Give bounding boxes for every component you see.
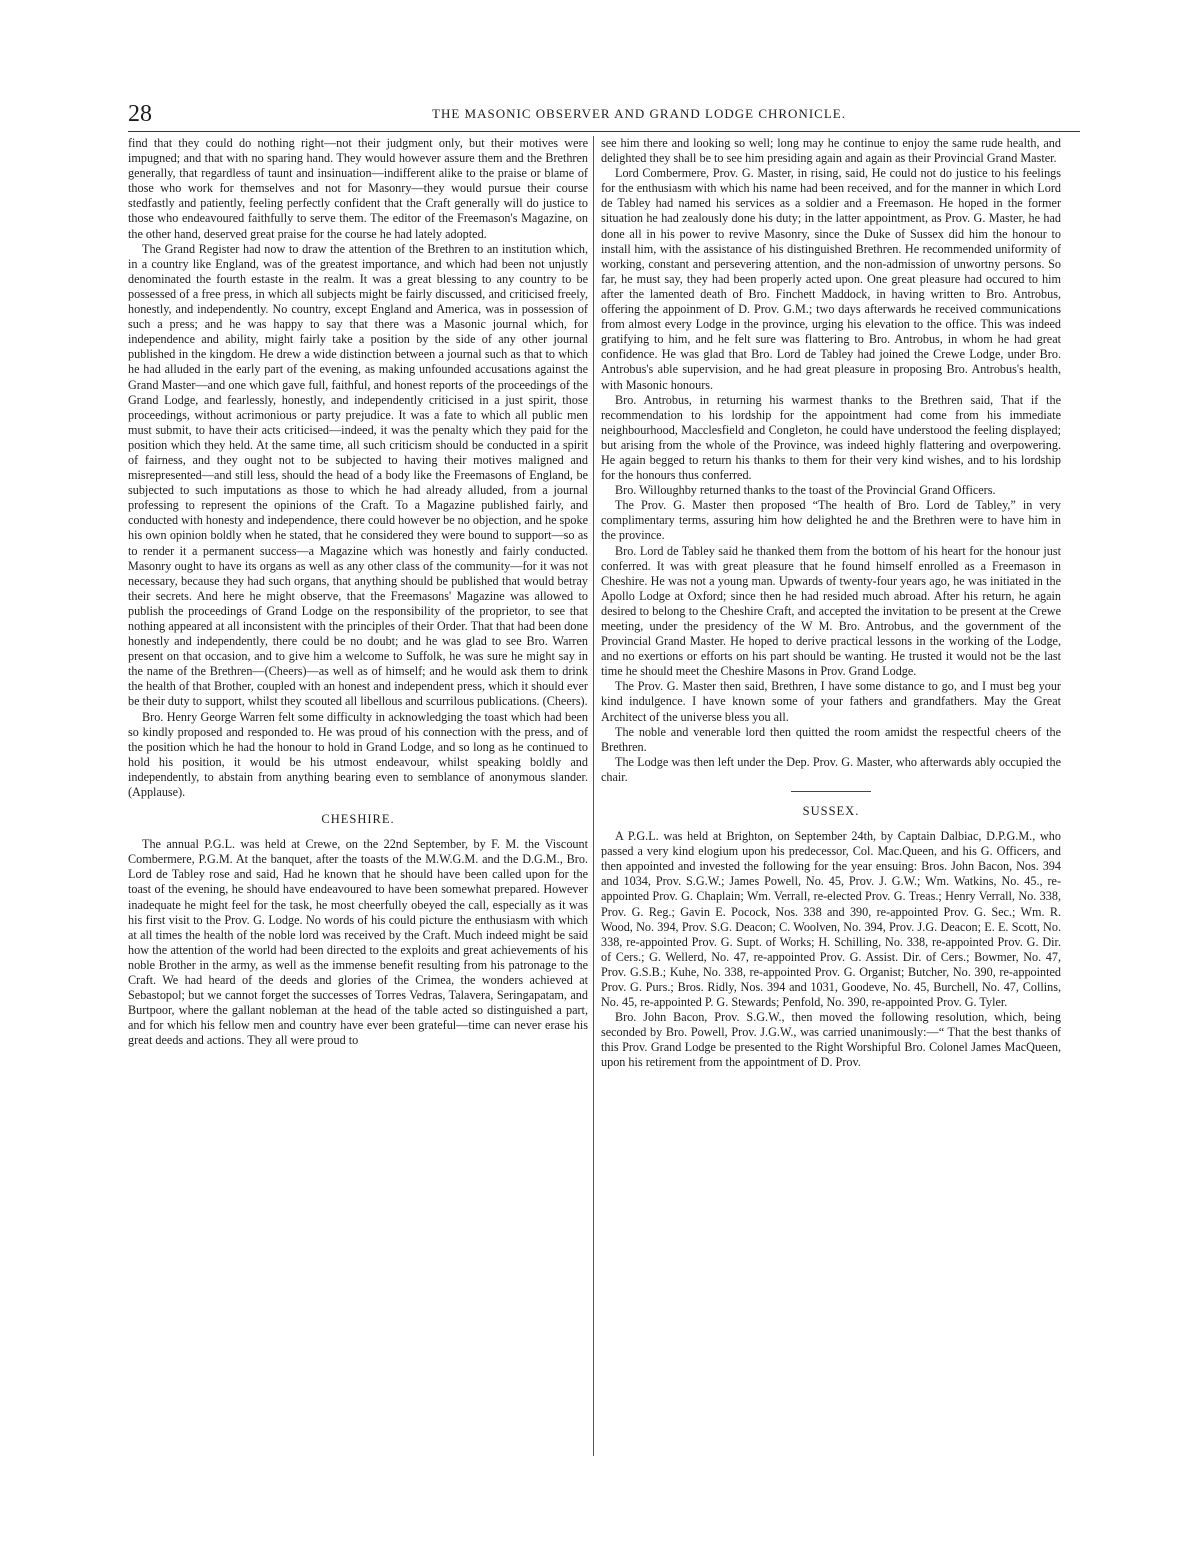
paragraph: Bro. Henry George Warren felt some difficulty in acknowledging the toast which had been so kindly proposed and responded to. He was proud of his connection with the press, and of the position which he had the honour to hold in Grand Lodge, and so long as he continued to hold his position, it would be his utmost endeavour, whilst speaking boldly and independently, to abstain from anything bearing even to semblance of anonymous slander. (Applause). (128, 709, 588, 800)
page-number: 28 (128, 101, 152, 127)
paragraph: Bro. Willoughby returned thanks to the toast of the Provincial Grand Officers. (615, 483, 996, 498)
paragraph: The Grand Register had now to draw the attention of the Brethren to an institution which, in a country like England, was of the greatest importance, and which had been not unjustly denominated the fourth estaste in the realm. It was a great blessing to any country to be possessed of a free press, in which all subjects might be fairly discussed, and criticised freely, honestly, and independently. No country, except England and America, was in possession of such a press; and he was happy to say that there was a Masonic journal which, for independence and ability, might fairly take a position by the side of any other journal published in the kingdom. He drew a wide distinction between a journal such as that to which he had alluded in the early part of the evening, as making unfounded accusations against the Grand Master—and one which gave full, faithful, and honest reports of the proceedings of the Grand Lodge, and fearlessly, honestly, and independently criticised in a just spirit, those proceedings, without acrimonious or party prejudice. It was a fate to which all public men must submit, to have their acts criticised—indeed, it was the penalty which they paid for the position which they held. At the same time, all such criticism should be conducted in a spirit of fairness, and they ought not to be subjected to having their motives maligned and misrepresented—and still less, should the head of a body like the Freemasons of England, be subjected to such imputations as those to which he had already alluded, from a journal professing to represent the opinions of the Craft. To a Magazine published fairly, and conducted with honesty and independence, there could however be no objection, and he spoke his own opinion boldly when he stated, that he considered they were bound to support—so as to render it a permanent success—a Magazine which was honestly and fairly conducted. Masonry ought to have its organs as well as any other class of the community—for it was not necessary, because they had such organs, that anything should be published that would betray their secrets. And here he might observe, that the Freemasons' Magazine was allowed to publish the proceedings of Grand Lodge on the responsibility of the proprietor, to see that nothing appeared at all inconsistent with the principles of their Order. That that had been done honestly and independently, there could be no doubt; and he was glad to see Bro. Warren present on that occasion, and to give him a welcome to Suffolk, he was sure he might say in the name of the Brethren—(Cheers)—as well as of himself; and he would ask them to drink the health of that Brother, coupled with an honest and independent press, which it should ever be their duty to support, whilst they scouted all libellous and scurrilous publications. (Cheers). (128, 241, 588, 709)
column-divider (593, 136, 594, 1456)
paragraph: The noble and venerable lord then quitted the room amidst the respectful cheers of the Brethren. (601, 724, 1061, 754)
section-heading-cheshire: CHESHIRE. (321, 812, 395, 827)
paragraph: The annual P.G.L. was held at Crewe, on the 22nd September, by F. M. the Viscount Combermere, P.G.M. At the banquet, after the toasts of the M.W.G.M. and the D.G.M., Bro. Lord de Tabley rose and said, Had he known that he should have been called upon for the toast of the evening, he should have endeavoured to have been somewhat prepared. However inadequate he might feel for the task, he most cheerfully obeyed the call, especially as it was his first visit to the Prov. G. Lodge. No words of his could picture the enthusiasm with which at all times the health of the noble lord was received by the Craft. Much indeed might be said how the attention of the world had been directed to the exploits and great achievements of his noble Brother in the army, as well as the immense benefit resulting from his patronage to the Craft. We had heard of the deeds and glories of the Crimea, the wonders achieved at Sebastopol; but we cannot forget the successes of Torres Vedras, Talavera, Seringapatam, and Burtpoor, where the gallant nobleman at the head of the table acted so distinguished a part, and for which his fellow men and country have ever been grateful—time can never erase his great deeds and actions. They all were proud to (128, 837, 588, 1048)
paragraph: The Lodge was then left under the Dep. Prov. G. Master, who afterwards ably occupied the chair. (601, 754, 1061, 784)
paragraph: A P.G.L. was held at Brighton, on September 24th, by Captain Dalbiac, D.P.G.M., who passed a very kind elogium upon his predecessor, Col. Mac.Queen, and his G. Officers, and then appointed and invested the following for the year ensuing: Bros. John Bacon, Nos. 394 and 1034, Prov. S.G.W.; James Powell, No. 45, Prov. J. G.W.; Wm. Watkins, No. 45., re-appointed Prov. G. Chaplain; Wm. Verrall, re-elected Prov. G. Treas.; Henry Verrall, No. 338, Prov. G. Reg.; Gavin E. Pocock, Nos. 338 and 390, re-appointed Prov. G. Sec.; Wm. R. Wood, No. 394, Prov. S.G. Deacon; C. Woolven, No. 394, Prov. J.G. Deacon; E. E. Scott, No. 338, re-appointed Prov. G. Supt. of Works; H. Schilling, No. 338, re-appointed Prov. G. Dir. of Cers.; G. Wellerd, No. 47, re-appointed Prov. G. Assist. Dir. of Cers.; Bowmer, No. 47, Prov. G.S.B.; Kuhe, No. 338, re-appointed Prov. G. Organist; Butcher, No. 390, re-appointed Prov. G. Purs.; Bros. Ridly, Nos. 394 and 1031, Goodeve, No. 45, Burchell, No. 47, Collins, No. 45, re-appointed P. G. Stewards; Penfold, No. 390, re-appointed Prov. G. Tyler. (601, 829, 1061, 1010)
section-rule (791, 791, 871, 792)
paragraph: The Prov. G. Master then proposed “The health of Bro. Lord de Tabley,” in very complimentary terms, assuring him how delighted he and the Brethren were to have him in the province. (601, 498, 1061, 543)
paragraph: The Prov. G. Master then said, Brethren, I have some distance to go, and I must beg your kind indulgence. I have known some of your fathers and grandfathers. May the Great Architect of the universe bless you all. (601, 679, 1061, 724)
paragraph: Bro. Antrobus, in returning his warmest thanks to the Brethren said, That if the recommendation to his lordship for the appointment had come from his immediate neighbourhood, Macclesfield and Congleton, he could have understood the feeling displayed; but arising from the whole of the Province, was indeed highly flattering and overpowering. He again begged to return his thanks to them for their very kind wishes, and to his lordship for the honours thus conferred. (601, 392, 1061, 483)
paragraph: Bro. Lord de Tabley said he thanked them from the bottom of his heart for the honour just conferred. It was with great pleasure that he found himself enrolled as a Freemason in Cheshire. He was not a young man. Upwards of twenty-four years ago, he was initiated in the Apollo Lodge at Oxford; since then he had resided much abroad. After his return, he again desired to belong to the Cheshire Craft, and accepted the invitation to be present at the Crewe meeting, under the presidency of the W M. Bro. Antrobus, and the government of the Provincial Grand Master. He hoped to derive practical lessons in the working of the Lodge, and no exertions or efforts on his part should be wanting. He trusted it would not be the last time he should meet the Cheshire Masons in Prov. Grand Lodge. (601, 543, 1061, 679)
paragraph: Bro. John Bacon, Prov. S.G.W., then moved the following resolution, which, being seconded by Bro. Powell, Prov. J.G.W., was carried unanimously:—“ That the best thanks of this Prov. Grand Lodge be presented to the Right Worshipful Bro. Colonel James MacQueen, upon his retirement from the appointment of D. Prov. (601, 1010, 1061, 1070)
paragraph: Lord Combermere, Prov. G. Master, in rising, said, He could not do justice to his feelings for the enthusiasm with which his name had been received, and for the manner in which Lord de Tabley had named his services as a soldier and a Freemason. He hoped in the former situation he had zealously done his duty; in the latter appointment, as Prov. G. Master, he had done all in his power to revive Masonry, since the Duke of Sussex did him the honour to install him, with the assistance of his distinguished Brethren. He recommended uniformity of working, constant and persevering attention, and the non-admission of unwortny persons. So far, he must say, they had been properly acted upon. One great pleasure had occured to him after the lamented death of Bro. Finchett Maddock, in having written to Bro. Antrobus, offering the appoinment of D. Prov. G.M.; two days afterwards he received communications from almost every Lodge in the province, urging his elevation to the office. This was indeed gratifying to him, and he felt sure was flattering to Bro. Antrobus, in whom he had great confidence. He was glad that Bro. Lord de Tabley had joined the Crewe Lodge, under Bro. Antrobus's able supervision, and he had great pleasure in proposing Bro. Antrobus's health, with Masonic honours. (601, 166, 1061, 392)
paragraph: see him there and looking so well; long may he continue to enjoy the same rude health, and delighted they shall be to see him presiding again and again as their Provincial Grand Master. (601, 136, 1061, 166)
left-column (128, 136, 588, 1456)
running-title: THE MASONIC OBSERVER AND GRAND LODGE CHRONICLE. (432, 106, 846, 121)
paragraph: find that they could do nothing right—not their judgment only, but their motives were impugned; and that with no sparing hand. They would however assure them and the Brethren generally, that regardless of taunt and insinuation—indifferent alike to the praise or blame of those who work for themselves and not for Masonry—they would pursue their course stedfastly and patiently, feeling perfectly confident that the Craft generally will do justice to those who endeavoured faithfully to serve them. The editor of the Freemason's Magazine, on the other hand, deserved great praise for the course he had lately adopted. (128, 136, 588, 241)
section-heading-sussex: SUSSEX. (802, 804, 860, 819)
right-column (601, 136, 1061, 1456)
page-header (128, 100, 1080, 130)
header-rule (128, 131, 1080, 132)
